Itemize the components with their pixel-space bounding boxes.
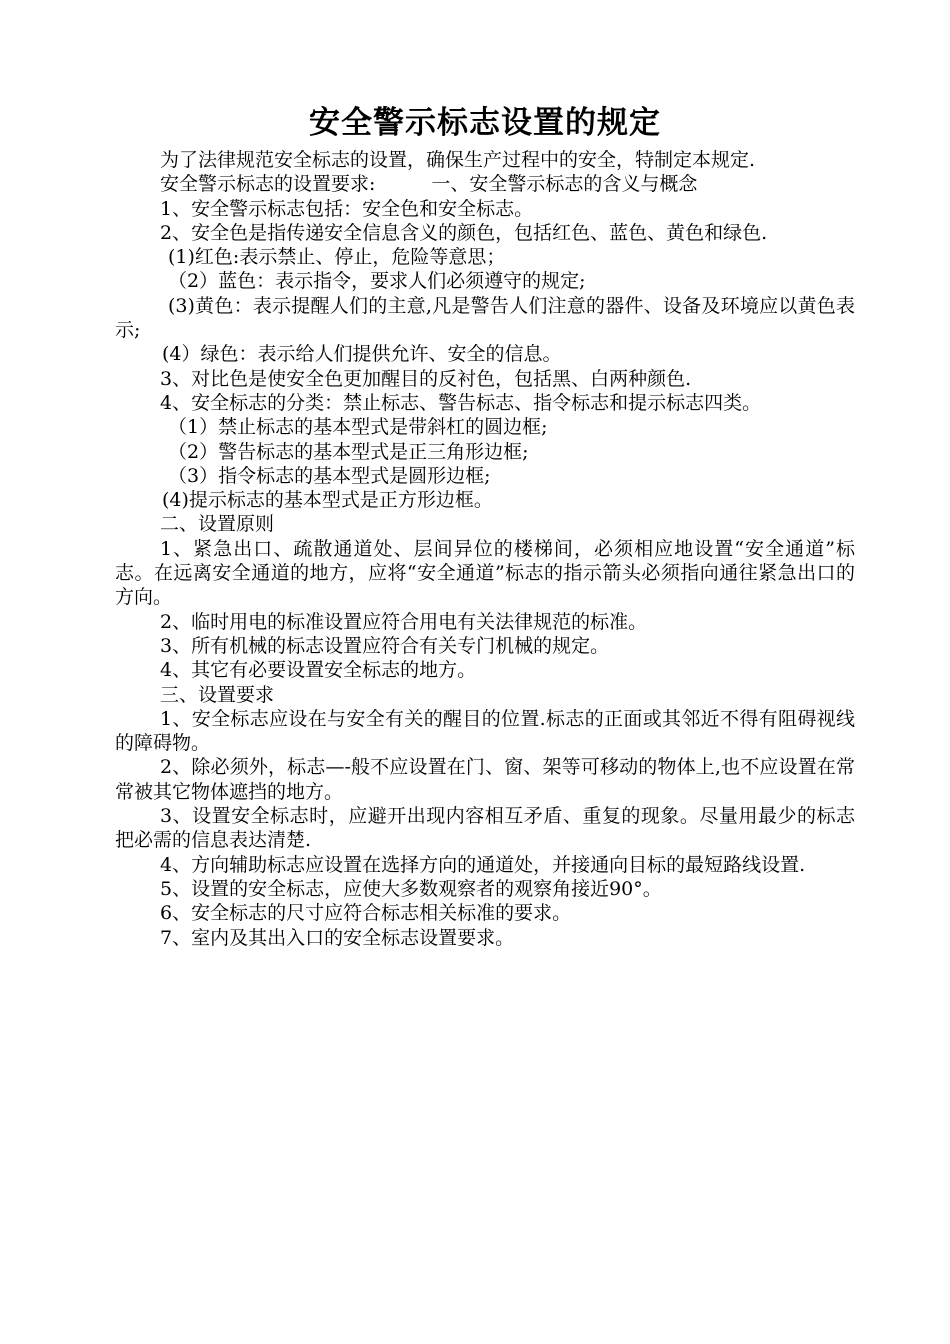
section-three-heading: 三、设置要求 [160, 683, 275, 706]
section-two-item-4: 4、其它有必要设置安全标志的地方。 [160, 659, 477, 682]
section-three-item-7: 7、室内及其出入口的安全标志设置要求。 [160, 926, 515, 949]
section-one-heading: 一、安全警示标志的含义与概念 [431, 173, 698, 196]
section-two-item-2: 2、临时用电的标准设置应符合用电有关法律规范的标准。 [160, 610, 648, 633]
paragraph-4-item-2: （2）警告标志的基本型式是正三角形边框; [168, 440, 529, 463]
section-three-item-1: 1、安全标志应设在与安全有关的醒目的位置.标志的正面或其邻近不得有阻碍视线的障碍物。 [115, 707, 855, 755]
paragraph-1: 1、安全警示标志包括：安全色和安全标志。 [160, 197, 534, 220]
section-two-item-3: 3、所有机械的标志设置应符合有关专门机械的规定。 [160, 634, 610, 657]
paragraph-3: 3、对比色是使安全色更加醒目的反衬色，包括黑、白两种颜色. [160, 367, 692, 390]
section-two-heading: 二、设置原则 [160, 513, 275, 536]
section-three-item-4: 4、方向辅助标志应设置在选择方向的通道处，并接通向目标的最短路线设置. [160, 853, 806, 876]
paragraph-2-item-3: (3)黄色：表示提醒人们的主意,凡是警告人们注意的器件、设备及环境应以黄色表示; [115, 294, 855, 342]
document-title: 安全警示标志设置的规定 [309, 105, 661, 141]
section-three-item-5: 5、设置的安全标志，应使大多数观察者的观察角接近90°。 [160, 877, 662, 900]
document-page [115, 100, 855, 950]
section-three-item-3: 3、设置安全标志时，应避开出现内容相互矛盾、重复的现象。尽量用最少的标志把必需的信息表达清楚. [115, 805, 855, 852]
paragraph-2: 2、安全色是指传递安全信息含义的颜色，包括红色、蓝色、黄色和绿色. [160, 221, 768, 244]
requirements-heading-label: 安全警示标志的设置要求: [160, 173, 376, 196]
intro-paragraph: 为了法律规范安全标志的设置，确保生产过程中的安全，特制定本规定. [160, 149, 756, 171]
requirements-heading [115, 172, 855, 196]
section-three-item-2: 2、除必须外，标志—-般不应设置在门、窗、架等可移动的物体上,也不应设置在常常被其它物体遮挡的地方。 [115, 756, 855, 803]
paragraph-4: 4、安全标志的分类：禁止标志、警告标志、指令标志和提示标志四类。 [160, 391, 762, 414]
paragraph-4-item-1: （1）禁止标志的基本型式是带斜杠的圆边框; [168, 416, 548, 439]
paragraph-4-item-3: （3）指令标志的基本型式是圆形边框; [168, 464, 491, 487]
paragraph-4-item-4: (4)提示标志的基本型式是正方形边框。 [162, 489, 493, 512]
paragraph-2-item-2: （2）蓝色：表示指令，要求人们必须遵守的规定; [168, 270, 586, 293]
document-body [115, 148, 855, 950]
paragraph-2-item-4: (4）绿色：表示给人们提供允许、安全的信息。 [162, 343, 562, 366]
section-two-item-1: 1、紧急出口、疏散通道处、层间异位的楼梯间，必须相应地设置“安全通道”标志。在远离安全通道的地方，应将“安全通道”标志的指示箭头必须指向通往紧急出口的方向。 [115, 537, 855, 609]
paragraph-2-item-1: (1)红色:表示禁止、停止，危险等意思； [168, 246, 506, 269]
section-three-item-6: 6、安全标志的尺寸应符合标志相关标准的要求。 [160, 902, 572, 925]
